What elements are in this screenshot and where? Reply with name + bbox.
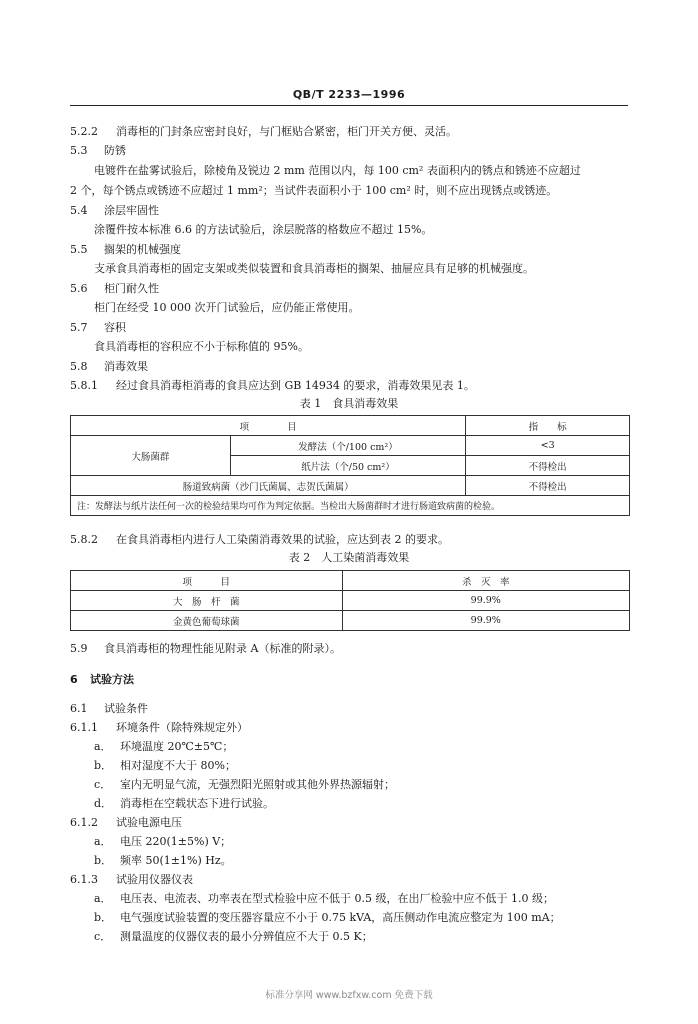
- footer-watermark: 标准分享网 www.bzfxw.com 免费下载: [265, 990, 433, 1001]
- clause-number: 5.8: [70, 360, 88, 373]
- clause-number: 5.4: [70, 204, 88, 217]
- list-item: 相对湿度不大于 80%；: [120, 759, 236, 772]
- clause-heading: 柜门耐久性: [104, 282, 159, 295]
- item-marker: c．: [94, 778, 112, 791]
- clause-heading: 环境条件（除特殊规定外）: [116, 721, 248, 734]
- clause-number: 5.7: [70, 321, 88, 334]
- section-number: 6: [70, 673, 78, 686]
- item-marker: b．: [94, 854, 113, 867]
- table1-caption: 表 1 食具消毒效果: [299, 397, 399, 410]
- clause-number: 5.8.2: [70, 533, 98, 546]
- table2: [70, 570, 630, 631]
- clause-text: 在食具消毒柜内进行人工染菌消毒效果的试验，应达到表 2 的要求。: [116, 533, 449, 546]
- page-header: QB/T 2233—1996: [292, 88, 406, 101]
- body-text: 柜门在经受 10 000 次开门试验后，应仍能正常使用。: [94, 301, 360, 314]
- table2-value-cell: 99.9%: [342, 611, 629, 631]
- table2-value-cell: 99.9%: [342, 591, 629, 611]
- item-marker: a．: [94, 740, 112, 753]
- clause-text: 食具消毒柜的物理性能见附录 A（标准的附录）。: [104, 642, 341, 655]
- table2-item-cell: 大 肠 杆 菌: [71, 591, 343, 611]
- body-text: 2 个，每个锈点或锈迹不应超过 1 mm²；当试件表面积小于 100 cm² 时，则不应出现锈点或锈迹。: [70, 184, 558, 197]
- list-item: 测量温度的仪器仪表的最小分辨值应不大于 0.5 K；: [120, 930, 373, 943]
- table1-item-cell: 发酵法（个/100 cm²）: [230, 436, 466, 456]
- item-marker: c．: [94, 930, 112, 943]
- table1-head-item: 项 目: [71, 416, 466, 436]
- list-item: 电压表、电流表、功率表在型式检验中应不低于 0.5 级，在出厂检验中应不低于 1.0 级；: [120, 892, 554, 905]
- table1-item-cell: 肠道致病菌（沙门氏菌属、志贺氏菌属）: [71, 476, 466, 496]
- clause-text: 经过食具消毒柜消毒的食具应达到 GB 14934 的要求，消毒效果见表 1。: [116, 379, 475, 392]
- clause-number: 5.9: [70, 642, 88, 655]
- body-text: 食具消毒柜的容积应不小于标称值的 95%。: [94, 340, 309, 353]
- clause-number: 5.6: [70, 282, 88, 295]
- clause-number: 5.3: [70, 144, 88, 157]
- item-marker: b．: [94, 759, 113, 772]
- table1-value-cell: <3: [466, 436, 630, 456]
- table1-value-cell: 不得检出: [466, 456, 630, 476]
- clause-number: 5.2.2: [70, 125, 98, 138]
- clause-heading: 搁架的机械强度: [104, 243, 181, 256]
- table1-value-cell: 不得检出: [466, 476, 630, 496]
- list-item: 频率 50(1±1%) Hz。: [120, 854, 232, 867]
- list-item: 室内无明显气流，无强烈阳光照射或其他外界热源辐射；: [120, 778, 395, 791]
- clause-heading: 容积: [104, 321, 126, 334]
- header-rule: [70, 105, 628, 106]
- clause-number: 6.1.1: [70, 721, 98, 734]
- item-marker: d．: [94, 797, 113, 810]
- clause-heading: 试验用仪器仪表: [116, 873, 193, 886]
- section-heading: 试验方法: [90, 673, 134, 686]
- table2-head-item: 项 目: [71, 571, 343, 591]
- list-item: 电气强度试验装置的变压器容量应不小于 0.75 kVA，高压侧动作电流应整定为 100 mA；: [120, 911, 561, 924]
- table2-item-cell: 金黄色葡萄球菌: [71, 611, 343, 631]
- clause-text: 消毒柜的门封条应密封良好，与门框贴合紧密，柜门开关方便、灵活。: [116, 125, 457, 138]
- table1-head-value: 指 标: [466, 416, 630, 436]
- body-text: 电镀件在盐雾试验后，除棱角及锐边 2 mm 范围以内，每 100 cm² 表面积内的锈点和锈迹不应超过: [94, 164, 581, 177]
- table2-head-value: 杀 灭 率: [342, 571, 629, 591]
- clause-heading: 防锈: [104, 144, 126, 157]
- item-marker: a．: [94, 892, 112, 905]
- clause-number: 6.1.2: [70, 816, 98, 829]
- body-text: 涂覆件按本标准 6.6 的方法试验后，涂层脱落的格数应不超过 15%。: [94, 223, 433, 236]
- clause-heading: 试验电源电压: [116, 816, 182, 829]
- clause-number: 6.1: [70, 702, 88, 715]
- list-item: 环境温度 20℃±5℃；: [120, 740, 234, 753]
- clause-number: 5.5: [70, 243, 88, 256]
- item-marker: a．: [94, 835, 112, 848]
- body-text: 支承食具消毒柜的固定支架或类似装置和食具消毒柜的搁架、抽屉应具有足够的机械强度。: [94, 262, 534, 275]
- clause-heading: 试验条件: [104, 702, 148, 715]
- clause-heading: 消毒效果: [104, 360, 148, 373]
- table1: [70, 415, 630, 516]
- clause-number: 6.1.3: [70, 873, 98, 886]
- table2-caption: 表 2 人工染菌消毒效果: [288, 551, 410, 564]
- table1-group-cell: 大肠菌群: [71, 436, 231, 476]
- table1-note: 注：发酵法与纸片法任何一次的检验结果均可作为判定依据。当检出大肠菌群时才进行肠道致病菌的检验。: [71, 496, 630, 516]
- item-marker: b．: [94, 911, 113, 924]
- list-item: 消毒柜在空载状态下进行试验。: [120, 797, 274, 810]
- clause-number: 5.8.1: [70, 379, 98, 392]
- clause-heading: 涂层牢固性: [104, 204, 159, 217]
- table1-item-cell: 纸片法（个/50 cm²）: [230, 456, 466, 476]
- list-item: 电压 220(1±5%) V；: [120, 835, 232, 848]
